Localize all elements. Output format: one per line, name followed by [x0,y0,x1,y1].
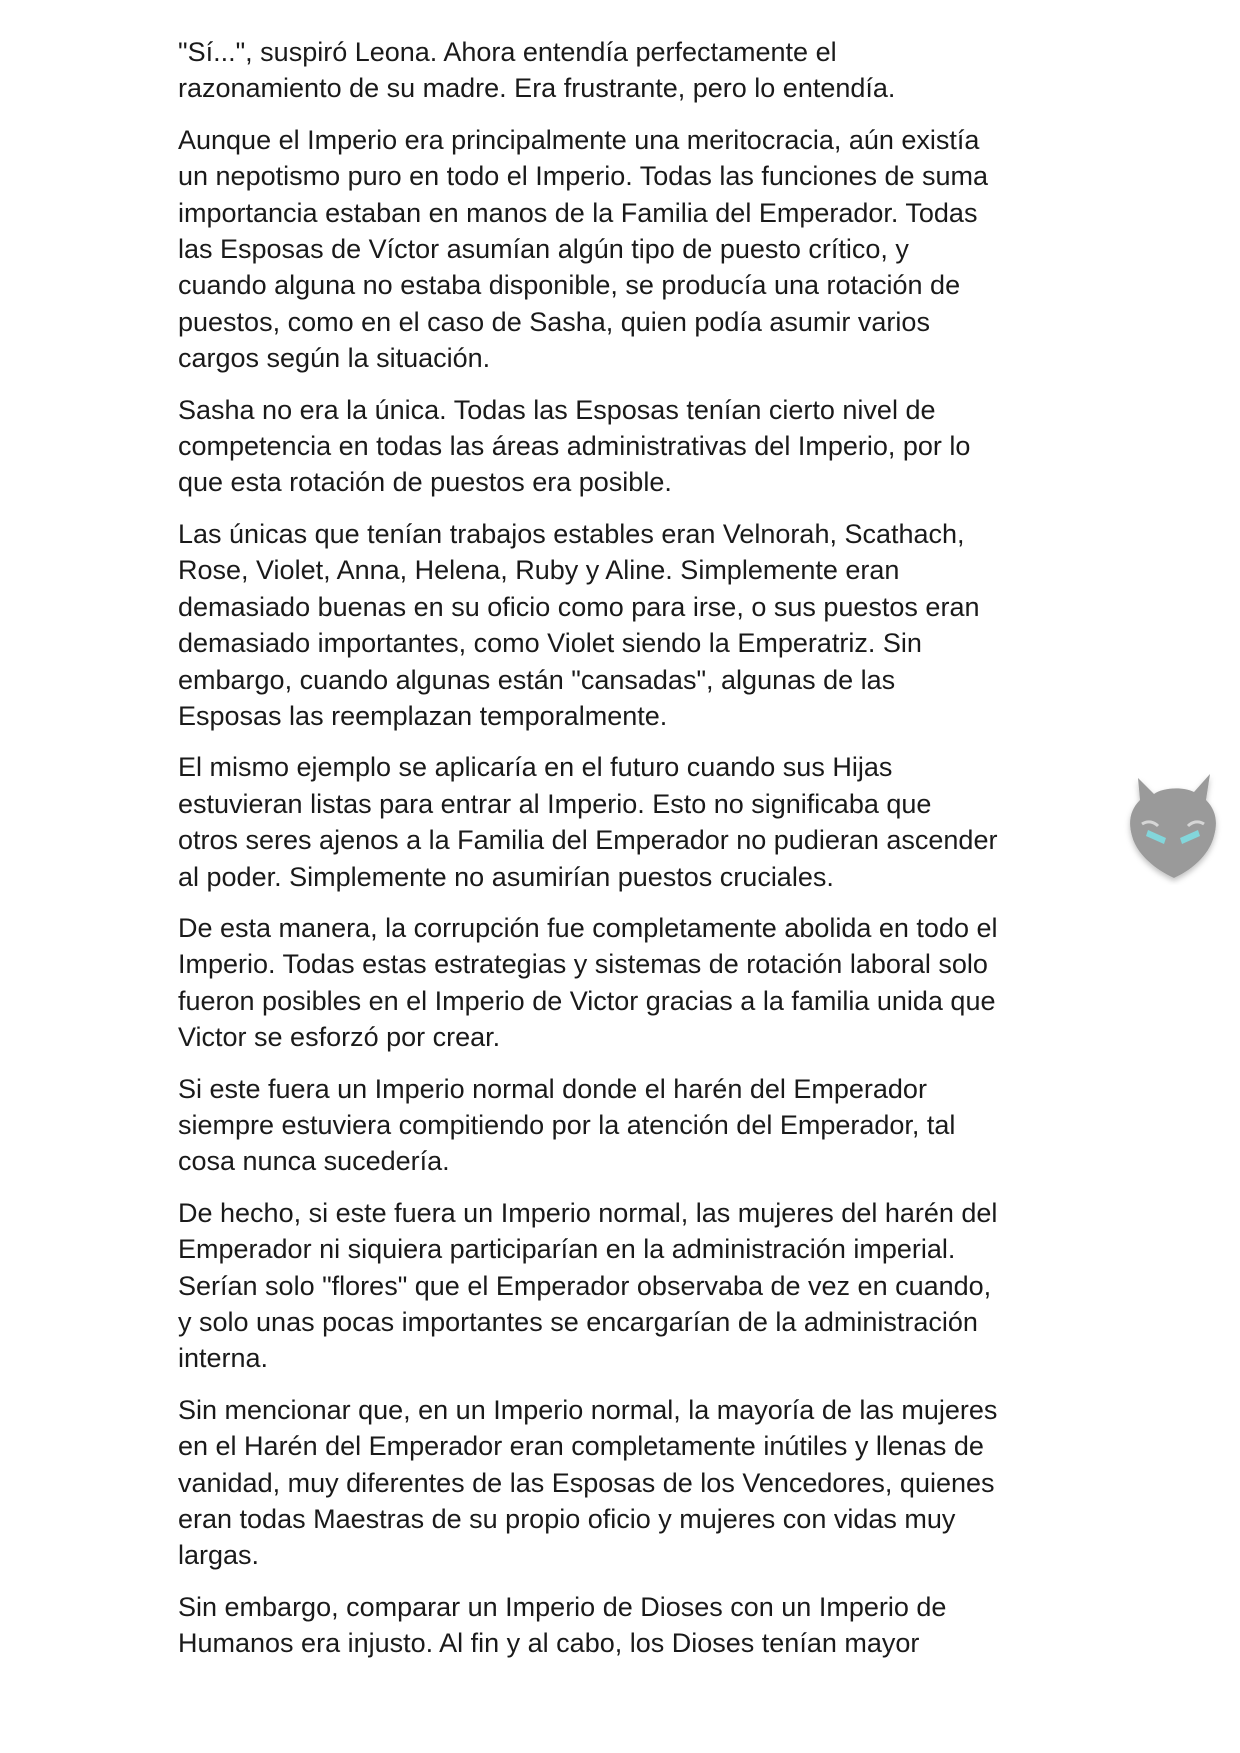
text-line: demasiado importantes, como Violet siendo la Emperatriz. Sin [178,628,922,659]
text-line: El mismo ejemplo se aplicaría en el futuro cuando sus Hijas [178,752,893,783]
text-line: importancia estaban en manos de la Familia del Emperador. Todas [178,197,978,228]
text-line: cargos según la situación. [178,343,491,374]
paragraph [178,910,1078,1056]
text-line: y solo unas pocas importantes se encargarían de la administración [178,1307,978,1337]
text-line: demasiado buenas en su oficio como para irse, o sus puestos eran [178,591,980,622]
text-line: embargo, cuando algunas están "cansadas", algunas de las [178,664,896,695]
text-line: en el Harén del Emperador eran completamente inútiles y llenas de [178,1431,984,1462]
paragraph [178,749,1078,895]
text-line: De esta manera, la corrupción fue completamente abolida en todo el [178,912,998,943]
paragraph [178,1589,1078,1662]
text-line: las Esposas de Víctor asumían algún tipo de puesto crítico, y [178,234,909,265]
text-line: cosa nunca sucedería. [178,1146,450,1177]
text-line: al poder. Simplemente no asumirían puestos cruciales. [178,861,834,892]
paragraph [178,1195,1078,1377]
demon-head-icon [1118,760,1228,885]
text-line: Victor se esforzó por crear. [178,1022,501,1053]
text-line: Sin mencionar que, en un Imperio normal, la mayoría de las mujeres [178,1394,998,1425]
text-line: Si este fuera un Imperio normal donde el harén del Emperador [178,1073,927,1104]
paragraph [178,34,1078,107]
text-line: Aunque el Imperio era principalmente una meritocracia, aún existía [178,124,980,155]
text-line: vanidad, muy diferentes de las Esposas de los Vencedores, quienes [178,1467,995,1498]
text-line: Sin embargo, comparar un Imperio de Dioses con un Imperio de [178,1591,947,1622]
text-line: Humanos era injusto. Al fin y al cabo, los Dioses tenían mayor [178,1628,920,1659]
text-line: eran todas Maestras de su propio oficio y mujeres con vidas muy [178,1504,956,1535]
text-line: un nepotismo puro en todo el Imperio. Todas las funciones de suma [178,161,988,192]
text-line: puestos, como en el caso de Sasha, quien podía asumir varios [178,306,930,337]
text-line: razonamiento de su madre. Era frustrante, pero lo entendía. [178,73,896,104]
text-line: Las únicas que tenían trabajos estables eran Velnorah, Scathach, [178,518,965,549]
paragraph [178,1071,1078,1180]
paragraph [178,1392,1078,1574]
text-line: Emperador ni siquiera participarían en la administración imperial. [178,1234,956,1265]
text-line: Serían solo "flores" que el Emperador observaba de vez en cuando, [178,1270,992,1301]
text-line: fueron posibles en el Imperio de Victor gracias a la familia unida que [178,985,996,1016]
text-line: "Sí...", suspiró Leona. Ahora entendía perfectamente el [178,37,837,67]
text-line: largas. [178,1540,260,1571]
paragraph [178,392,1078,501]
text-line: siempre estuviera compitiendo por la atención del Emperador, tal [178,1109,956,1140]
paragraph [178,516,1078,734]
text-line: que esta rotación de puestos era posible. [178,467,672,498]
document-body [178,34,1078,1677]
text-line: Esposas las reemplazan temporalmente. [178,700,668,731]
text-line: estuvieran listas para entrar al Imperio. Esto no significaba que [178,788,932,819]
text-line: cuando alguna no estaba disponible, se producía una rotación de [178,270,961,301]
text-line: Rose, Violet, Anna, Helena, Ruby y Aline. Simplemente eran [178,555,900,586]
text-line: Imperio. Todas estas estrategias y sistemas de rotación laboral solo [178,949,988,980]
text-line: interna. [178,1343,269,1374]
text-line: De hecho, si este fuera un Imperio normal, las mujeres del harén del [178,1197,998,1228]
paragraph [178,122,1078,377]
text-line: competencia en todas las áreas administrativas del Imperio, por lo [178,431,971,462]
text-line: Sasha no era la única. Todas las Esposas tenían cierto nivel de [178,394,936,425]
text-line: otros seres ajenos a la Familia del Emperador no pudieran ascender [178,825,998,856]
